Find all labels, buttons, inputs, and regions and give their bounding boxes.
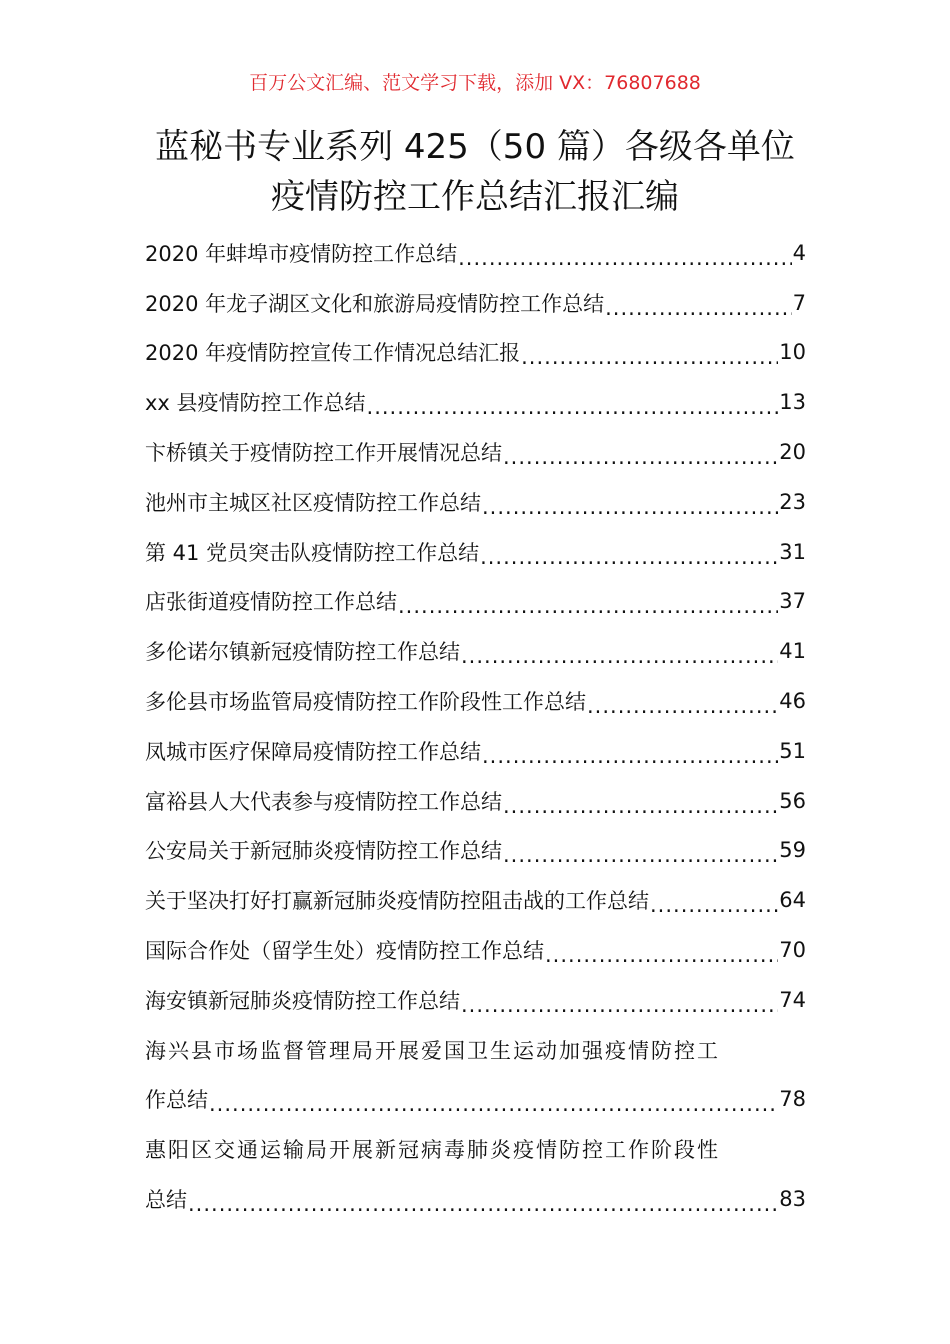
toc-entry-page: 41 [779,639,806,664]
dot-leader [503,794,778,818]
toc-entry-page: 56 [779,788,806,813]
toc-entry-page: 13 [779,390,806,415]
toc-entry-page: 37 [779,589,806,614]
toc-entry[interactable] [145,975,806,1025]
toc-entry-title: 2020 年疫情防控宣传工作情况总结汇报 [145,341,521,366]
dot-leader [605,296,792,320]
toc-entry[interactable] [145,776,806,826]
toc-entry[interactable] [145,427,806,477]
toc-entry-title-cont: 总结 [145,1188,187,1213]
toc-entry-title: 海兴县市场监督管理局开展爱国卫生运动加强疫情防控工 [145,1038,720,1063]
toc-entry-title: 富裕县人大代表参与疫情防控工作总结 [145,789,502,814]
toc-entry-title: 第 41 党员突击队疫情防控工作总结 [145,540,480,565]
toc-entry-title: xx 县疫情防控工作总结 [145,391,366,416]
toc-entry[interactable] [145,1174,806,1224]
table-of-contents [145,228,806,1224]
toc-entry[interactable] [145,328,806,378]
toc-entry-title: 卞桥镇关于疫情防控工作开展情况总结 [145,441,502,466]
toc-entry-page: 74 [779,987,806,1012]
toc-entry[interactable] [145,726,806,776]
toc-entry[interactable] [145,377,806,427]
toc-entry-page: 31 [779,539,806,564]
toc-entry[interactable] [145,1025,806,1075]
toc-entry[interactable] [145,1075,806,1125]
dot-leader [188,1192,778,1216]
toc-entry-page: 70 [779,938,806,963]
toc-entry-title: 惠阳区交通运输局开展新冠病毒肺炎疫情防控工作阶段性 [145,1138,720,1163]
toc-entry-title: 2020 年龙子湖区文化和旅游局疫情防控工作总结 [145,291,605,316]
watermark-banner: 百万公文汇编、范文学习下载，添加 VX：76807688 [249,72,701,94]
toc-entry-title: 店张街道疫情防控工作总结 [145,590,397,615]
toc-entry-page: 23 [779,489,806,514]
toc-entry[interactable] [145,626,806,676]
toc-entry-page: 59 [779,838,806,863]
dot-leader [545,943,778,967]
toc-entry-page: 46 [779,689,806,714]
title-line-1: 蓝秘书专业系列 425（50 篇）各级各单位 [155,127,795,167]
toc-entry[interactable] [145,228,806,278]
toc-entry-page: 20 [779,440,806,465]
toc-entry-title: 2020 年蚌埠市疫情防控工作总结 [145,241,458,266]
toc-entry[interactable] [145,278,806,328]
toc-entry[interactable] [145,1124,806,1174]
toc-entry-title: 海安镇新冠肺炎疫情防控工作总结 [145,988,460,1013]
toc-entry-title: 凤城市医疗保障局疫情防控工作总结 [145,739,481,764]
toc-entry[interactable] [145,676,806,726]
toc-entry-page: 51 [779,738,806,763]
dot-leader [521,345,778,369]
dot-leader [482,495,778,519]
dot-leader [461,993,778,1017]
dot-leader [209,1092,778,1116]
toc-entry[interactable] [145,925,806,975]
toc-entry-title: 多伦县市场监管局疫情防控工作阶段性工作总结 [145,690,586,715]
toc-entry-title: 关于坚决打好打赢新冠肺炎疫情防控阻击战的工作总结 [145,889,649,914]
toc-entry-title-cont: 作总结 [145,1088,208,1113]
toc-entry-page: 4 [792,240,806,265]
toc-entry-title: 多伦诺尔镇新冠疫情防控工作总结 [145,640,460,665]
dot-leader [587,694,778,718]
toc-entry[interactable] [145,577,806,627]
toc-entry[interactable] [145,477,806,527]
document-title [0,122,950,222]
dot-leader [503,445,778,469]
toc-entry-page: 83 [779,1187,806,1212]
dot-leader [482,744,778,768]
dot-leader [458,246,792,270]
title-line-2: 疫情防控工作总结汇报汇编 [271,177,679,217]
dot-leader [461,644,778,668]
toc-entry-page: 10 [779,340,806,365]
toc-entry-page: 64 [779,888,806,913]
toc-entry-title: 池州市主城区社区疫情防控工作总结 [145,490,481,515]
toc-entry-page: 7 [792,290,806,315]
dot-leader [398,594,778,618]
toc-entry-title: 国际合作处（留学生处）疫情防控工作总结 [145,939,544,964]
toc-entry[interactable] [145,875,806,925]
dot-leader [367,395,779,419]
dot-leader [480,545,778,569]
dot-leader [650,893,778,917]
toc-entry[interactable] [145,527,806,577]
toc-entry-title: 公安局关于新冠肺炎疫情防控工作总结 [145,839,502,864]
dot-leader [503,843,778,867]
toc-entry-page: 78 [779,1087,806,1112]
toc-entry[interactable] [145,826,806,876]
